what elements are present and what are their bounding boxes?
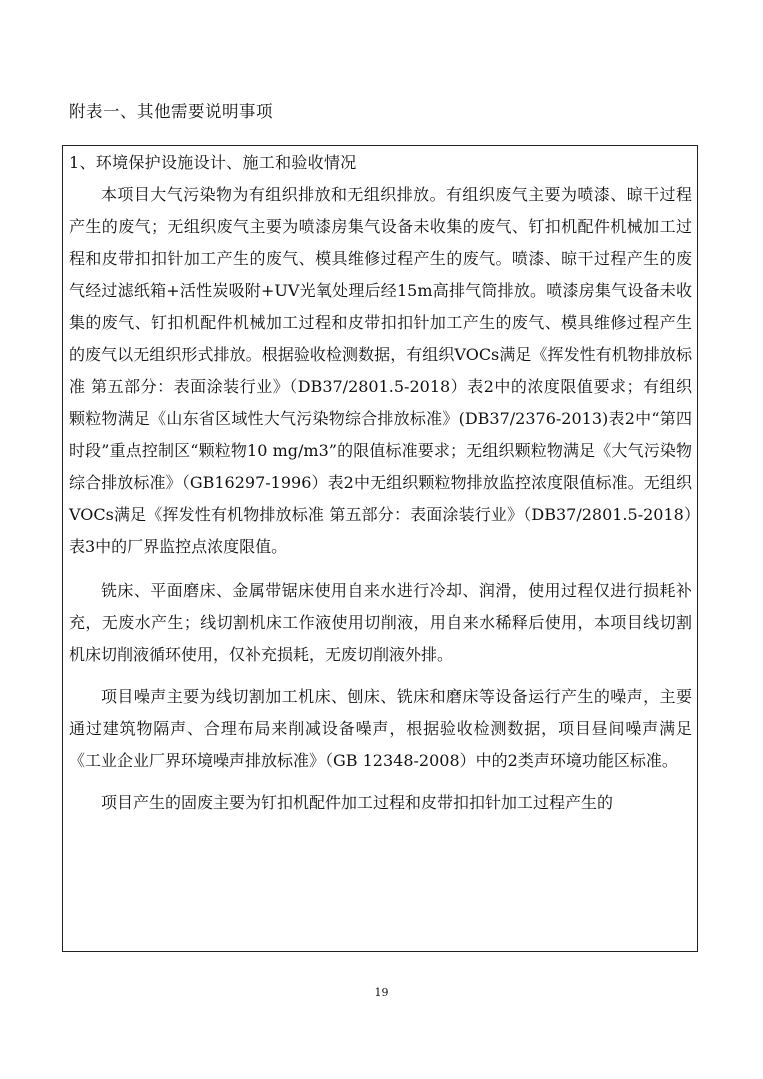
- section-title: 1、环境保护设施设计、施工和验收情况: [69, 153, 357, 172]
- paragraph-solid-waste: 项目产生的固废主要为钉扣机配件加工过程和皮带扣扣针加工过程产生的: [101, 793, 614, 812]
- paragraph-noise: 项目噪声主要为线切割加工机床、刨床、铣床和磨床等设备运行产生的噪声，主要通过建筑物隔声、合理布局来削减设备噪声，根据验收检测数据，项目昼间噪声满足《工业企业厂界环境噪声排放标准》（GB 12348-2008）中的2类声环境功能区标准。: [69, 687, 692, 770]
- content-box-inner: [69, 147, 692, 819]
- page-number: 19: [374, 986, 389, 999]
- page-heading: 附表一、其他需要说明事项: [69, 102, 273, 121]
- content-box: [62, 145, 698, 952]
- paragraph-wastewater: 铣床、平面磨床、金属带锯床使用自来水进行冷却、润滑，使用过程仅进行损耗补充，无废水产生；线切割机床工作液使用切削液，用自来水稀释后使用，本项目线切割机床切削液循环使用，仅补充损耗，无废切削液外排。: [69, 581, 692, 664]
- paragraph-air-emissions: 本项目大气污染物为有组织排放和无组织排放。有组织废气主要为喷漆、晾干过程产生的废气；无组织废气主要为喷漆房集气设备未收集的废气、钉扣机配件机械加工过程和皮带扣扣针加工产生的废气、模具维修过程产生的废气。喷漆、晾干过程产生的废气经过滤纸箱+活性炭吸附+UV光氧处理后经15m高排气筒排放。喷漆房集气设备未收集的废气、钉扣机配件机械加工过程和皮带扣扣针加工产生的废气、模具维修过程产生的废气以无组织形式排放。根据验收检测数据，有组织VOCs满足《挥发性有机物排放标准 第五部分：表面涂装行业》（DB37/2801.5-2018）表2中的浓度限值要求；有组织颗粒物满足《山东省区域性大气污染物综合排放标准》(DB37/2376-2013)表2中“第四时段”重点控制区“颗粒物10 mg/m3”的限值标准要求；无组织颗粒物满足《大气污染物综合排放标准》（GB16297-1996）表2中无组织颗粒物排放监控浓度限值标准。无组织VOCs满足《挥发性有机物排放标准 第五部分：表面涂装行业》（DB37/2801.5-2018）表3中的厂界监控点浓度限值。: [69, 185, 692, 556]
